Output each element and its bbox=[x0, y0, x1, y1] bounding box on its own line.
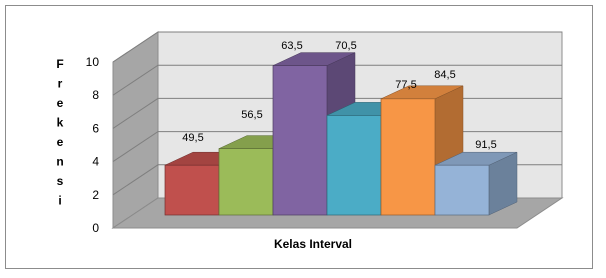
data-label: 70,5 bbox=[335, 40, 357, 52]
bar-front bbox=[381, 99, 435, 215]
y-label-letter: s bbox=[56, 174, 64, 188]
bar-front bbox=[327, 115, 381, 215]
y-label-letter: i bbox=[58, 193, 62, 208]
data-label: 84,5 bbox=[434, 69, 456, 81]
y-label-letter: r bbox=[57, 76, 63, 91]
data-label: 56,5 bbox=[241, 109, 263, 121]
bar-front bbox=[273, 66, 327, 215]
x-axis-label: Kelas Interval bbox=[273, 237, 353, 251]
y-tick-label: 0 bbox=[92, 221, 99, 235]
data-label: 63,5 bbox=[281, 40, 303, 52]
y-tick-label: 6 bbox=[92, 121, 99, 136]
y-tick-label: 4 bbox=[92, 154, 99, 169]
y-tick-label: 8 bbox=[92, 88, 99, 103]
bar-front bbox=[435, 165, 489, 215]
y-axis-label bbox=[56, 57, 63, 208]
left-wall bbox=[113, 32, 158, 228]
bar-front bbox=[165, 165, 219, 215]
bar-front bbox=[219, 149, 273, 215]
data-label: 77,5 bbox=[395, 79, 417, 91]
y-label-letter: n bbox=[56, 154, 64, 169]
y-tick-label: 2 bbox=[92, 187, 99, 202]
y-label-letter: e bbox=[56, 96, 64, 110]
y-label-letter: k bbox=[56, 115, 64, 130]
y-label-letter: e bbox=[56, 135, 64, 149]
y-label-letter: F bbox=[56, 57, 64, 71]
bar bbox=[435, 152, 517, 215]
data-label: 49,5 bbox=[182, 132, 204, 144]
y-axis-ticks bbox=[86, 55, 100, 235]
y-tick-label: 10 bbox=[85, 55, 99, 69]
data-label: 91,5 bbox=[475, 139, 497, 151]
